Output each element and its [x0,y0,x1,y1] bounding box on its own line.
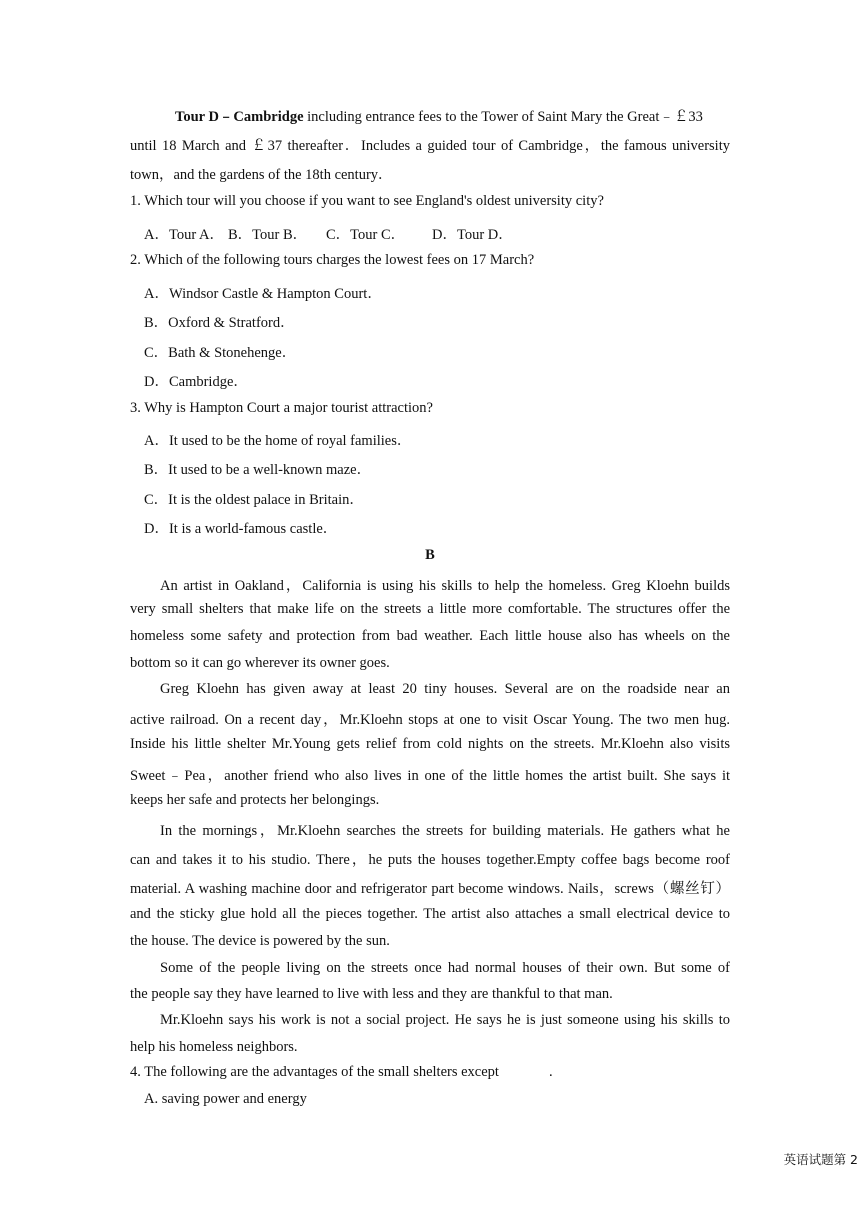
q2-option-b: B．Oxford & Stratford． [144,315,295,331]
tour-d-line-1 [175,105,703,126]
page-footer: 英语试题第 2 [783,1152,858,1167]
question-4-period: . [548,1064,553,1080]
passage-b-line: the house. The device is powered by the sun. [130,933,390,949]
q3-option-a: A．It used to be the home of royal families． [144,433,412,449]
passage-b-line: keeps her safe and protects her belongings. [130,792,380,808]
q2-option-c: C．Bath & Stonehenge． [144,345,297,361]
section-b-title: B [425,547,435,563]
question-4-text: 4. The following are the advantages of the small shelters except [130,1064,499,1080]
question-3-stem: 3. Why is Hampton Court a major tourist attraction? [130,400,433,416]
q1-option-a: A．Tour A． [144,227,224,243]
passage-b-line: help his homeless neighbors. [130,1039,298,1055]
q3-option-b: B．It used to be a well-known maze． [144,462,372,478]
tour-d-heading: Tour D﹣Cambridge [175,109,304,125]
passage-b-line: In the mornings，Mr.Kloehn searches the streets for building materials. He gathers what he [160,823,730,839]
tour-d-description: including entrance fees to the Tower of Saint Mary the Great﹣￡33 [303,109,703,125]
question-4-stem [130,1064,553,1081]
q1-option-c: C．Tour C． [326,227,406,243]
q4-option-a: A. saving power and energy [144,1091,307,1107]
tour-d-line-2: until 18 March and ￡37 thereafter．Includes a guided tour of Cambridge，the famous university [130,138,730,154]
q2-option-a: A．Windsor Castle & Hampton Court． [144,286,382,302]
passage-b-line: material. A washing machine door and refrigerator part become windows. Nails，screws（螺丝钉） [130,881,730,897]
q1-option-b: B．Tour B． [228,227,308,243]
passage-b-line: the people say they have learned to live with less and they are thankful to that man. [130,986,613,1002]
passage-b-line: Mr.Kloehn says his work is not a social project. He says he is just someone using his skills to [160,1012,730,1028]
question-2-stem: 2. Which of the following tours charges the lowest fees on 17 March? [130,252,535,268]
q3-option-d: D．It is a world-famous castle． [144,521,338,537]
passage-b-line: Greg Kloehn has given away at least 20 tiny houses. Several are on the roadside near an [160,681,730,697]
tour-d-line-3: town，and the gardens of the 18th century． [130,167,393,183]
passage-b-line: active railroad. On a recent day，Mr.Kloehn stops at one to visit Oscar Young. The two men hug. [130,712,730,728]
passage-b-line: Some of the people living on the streets once had normal houses of their own. But some of [160,960,730,976]
passage-b-line: Inside his little shelter Mr.Young gets relief from cold nights on the streets. Mr.Kloehn also visits [130,736,730,752]
passage-b-line: can and takes it to his studio. There，he puts the houses together.Empty coffee bags become roof [130,852,730,868]
q3-option-c: C．It is the oldest palace in Britain． [144,492,364,508]
question-1-options [144,223,513,244]
passage-b-line: very small shelters that make life on the streets a little more comfortable. The structures offer the [130,601,730,617]
passage-b-line: bottom so it can go wherever its owner goes. [130,655,390,671]
q1-option-d: D．Tour D． [432,227,513,243]
q2-option-d: D．Cambridge． [144,374,248,390]
passage-b-line: homeless some safety and protection from bad weather. Each little house also has wheels on the [130,628,730,644]
question-1-stem: 1. Which tour will you choose if you want to see England's oldest university city? [130,193,604,209]
passage-b-line: and the sticky glue hold all the pieces together. The artist also attaches a small electrical device to [130,906,730,922]
passage-b-line: An artist in Oakland，California is using his skills to help the homeless. Greg Kloehn builds [160,578,730,594]
passage-b-line: Sweet﹣Pea，another friend who also lives in one of the little homes the artist built. She says it [130,768,730,784]
